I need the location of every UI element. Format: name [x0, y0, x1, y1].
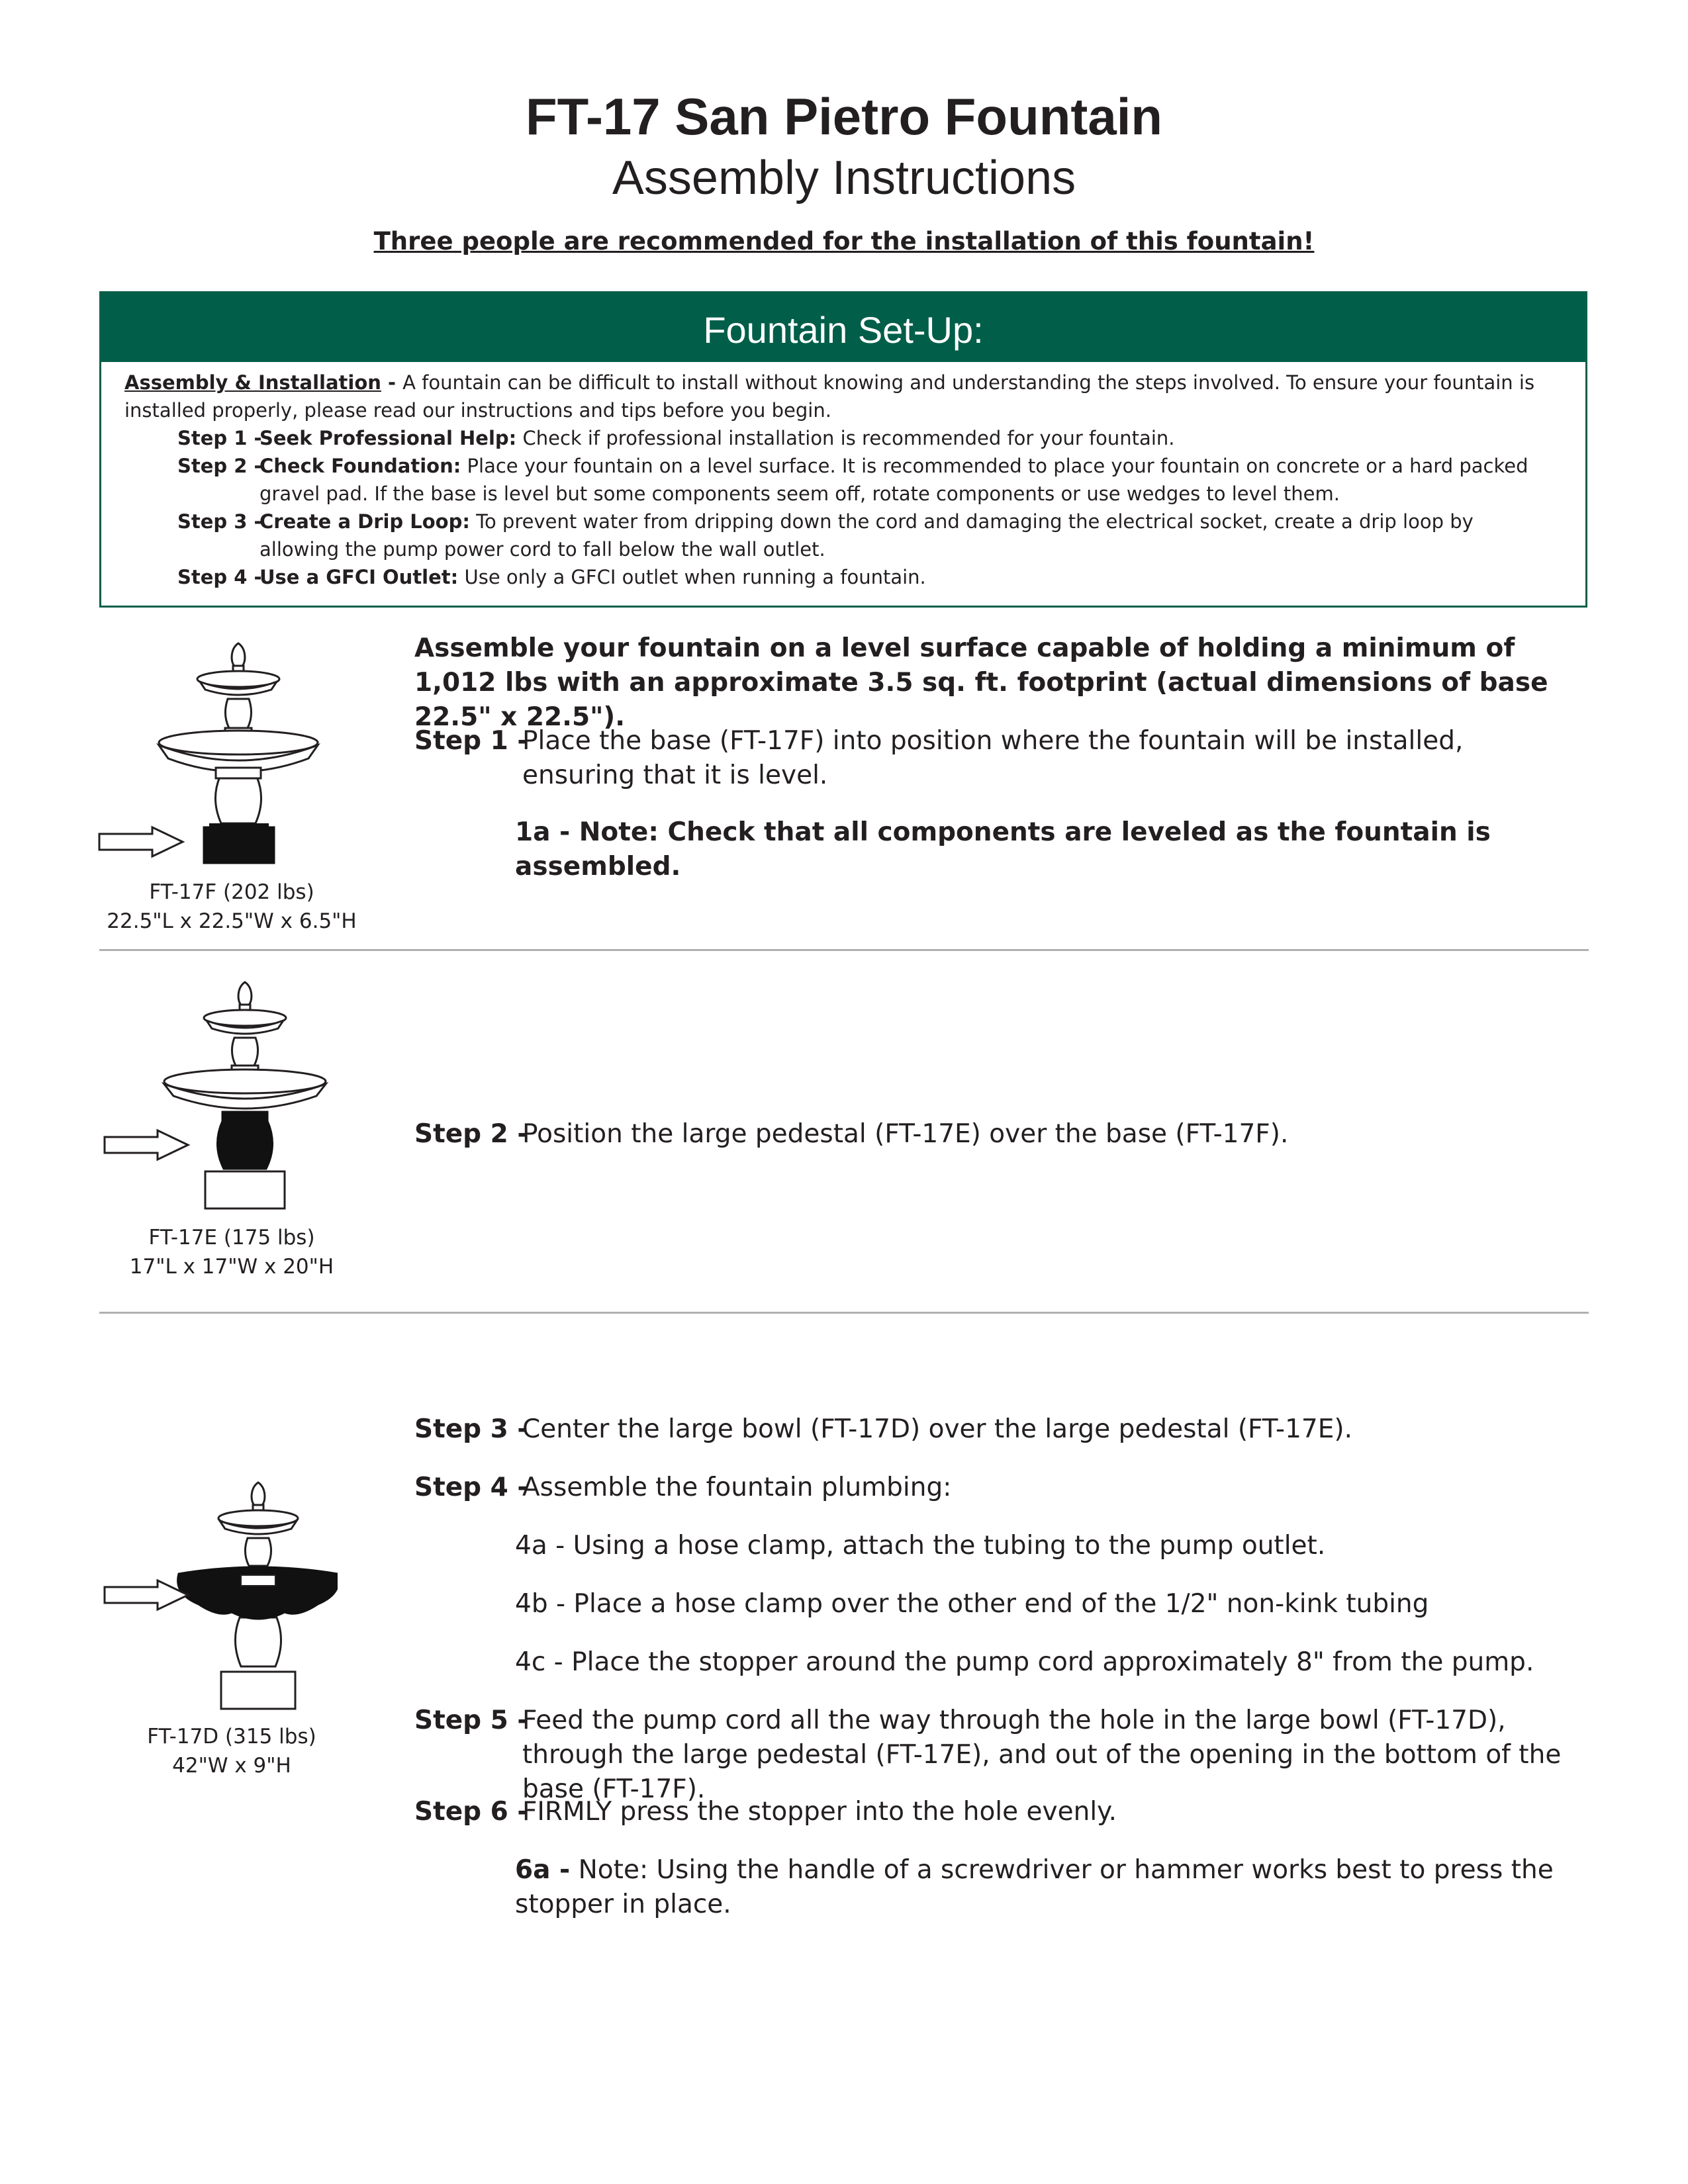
setup-step-title: Check Foundation: — [259, 455, 461, 477]
step-text: Place the base (FT-17F) into position where the fountain will be installed, ensuring that it is level. — [522, 726, 1464, 790]
setup-step-title: Seek Professional Help: — [259, 427, 517, 449]
step-row — [414, 1795, 1579, 1829]
setup-step — [124, 508, 1554, 563]
setup-step-label: Step 4 - — [177, 566, 262, 588]
setup-intro-dash: - — [381, 371, 403, 394]
step-text: Feed the pump cord all the way through the hole in the large bowl (FT-17D), through the large pedestal (FT-17E), and out of the opening in the bottom of the base (FT-17F). — [522, 1706, 1562, 1804]
section-divider — [99, 1312, 1589, 1314]
step-row — [414, 1704, 1579, 1807]
sub-step: 4c - Place the stopper around the pump cord approximately 8" from the pump. — [515, 1647, 1534, 1677]
setup-intro-label: Assembly & Installation — [124, 371, 381, 394]
setup-step-text: To prevent water from dripping down the cord and damaging the electrical socket, create a drip loop by allowing the pump power cord to fall below the wall outlet. — [259, 510, 1474, 561]
setup-step-title: Create a Drip Loop: — [259, 510, 470, 533]
fountain-diagram-icon — [99, 976, 338, 1214]
part-caption — [99, 878, 364, 936]
setup-intro — [124, 369, 1554, 424]
setup-intro-text: A fountain can be difficult to install without knowing and understanding the steps involved. To ensure your fountain is installed properly, please read our instructions and tips before you begin. — [124, 371, 1535, 422]
step-row — [414, 1471, 1579, 1505]
step-label: Step 5 - — [414, 1706, 528, 1735]
step-text: Position the large pedestal (FT-17E) over the base (FT-17F). — [522, 1119, 1289, 1149]
step-label: Step 6 - — [414, 1797, 528, 1827]
setup-step-text: Place your fountain on a level surface. It is recommended to place your fountain on concrete or a hard packed gravel pad. If the base is level but some components seem off, rotate components or use wedges to level them. — [259, 455, 1528, 505]
page-title: FT-17 San Pietro Fountain — [525, 87, 1163, 146]
setup-step-label: Step 3 - — [177, 510, 262, 533]
step-text: Center the large bowl (FT-17D) over the large pedestal (FT-17E). — [522, 1414, 1352, 1444]
part-dims: 42"W x 9"H — [172, 1754, 291, 1778]
step-row — [414, 1412, 1579, 1447]
fountain-diagram-icon — [99, 1476, 338, 1721]
setup-step — [124, 452, 1554, 508]
part-caption — [99, 1223, 364, 1281]
step-row — [414, 1117, 1579, 1152]
section-intro: Assemble your fountain on a level surface capable of holding a minimum of 1,012 lbs with an approximate 3.5 sq. ft. footprint (actual dimensions of base 22.5" x 22.5"). — [414, 633, 1548, 732]
setup-heading: Fountain Set-Up: — [101, 293, 1585, 362]
section-divider — [99, 949, 1589, 951]
step-text: FIRMLY press the stopper into the hole evenly. — [522, 1797, 1117, 1827]
step-note: 1a - Note: Check that all components are leveled as the fountain is assembled. — [515, 817, 1491, 882]
setup-body — [124, 369, 1554, 591]
step-label: Step 2 - — [414, 1119, 528, 1149]
note-label: 6a - — [515, 1855, 571, 1885]
setup-box — [99, 291, 1587, 608]
sub-step: 4a - Using a hose clamp, attach the tubing to the pump outlet. — [515, 1531, 1326, 1561]
setup-step — [124, 424, 1554, 452]
fountain-diagram-icon — [93, 635, 331, 874]
part-dims: 17"L x 17"W x 20"H — [129, 1255, 334, 1279]
step-label: Step 3 - — [414, 1414, 528, 1444]
part-id: FT-17E (175 lbs) — [148, 1226, 315, 1250]
step-text: Assemble the fountain plumbing: — [522, 1473, 952, 1502]
step-label: Step 4 - — [414, 1473, 528, 1502]
setup-step-text: Check if professional installation is recommended for your fountain. — [516, 427, 1175, 449]
note-text: Note: Using the handle of a screwdriver or hammer works best to press the stopper in place. — [515, 1855, 1554, 1919]
setup-step-label: Step 1 - — [177, 427, 262, 449]
part-id: FT-17D (315 lbs) — [147, 1725, 316, 1749]
page-subtitle: Assembly Instructions — [612, 152, 1076, 205]
step-row — [414, 724, 1579, 793]
part-id: FT-17F (202 lbs) — [149, 880, 314, 904]
setup-step-title: Use a GFCI Outlet: — [259, 566, 459, 588]
step-note — [515, 1853, 1574, 1922]
part-dims: 22.5"L x 22.5"W x 6.5"H — [107, 909, 357, 933]
step-label: Step 1 - — [414, 726, 528, 756]
setup-step-text: Use only a GFCI outlet when running a fountain. — [458, 566, 926, 588]
recommendation-notice: Three people are recommended for the installation of this fountain! — [373, 227, 1315, 255]
setup-step-label: Step 2 - — [177, 455, 262, 477]
setup-step — [124, 563, 1554, 591]
part-caption — [99, 1722, 364, 1780]
sub-step: 4b - Place a hose clamp over the other end of the 1/2" non-kink tubing — [515, 1589, 1429, 1619]
